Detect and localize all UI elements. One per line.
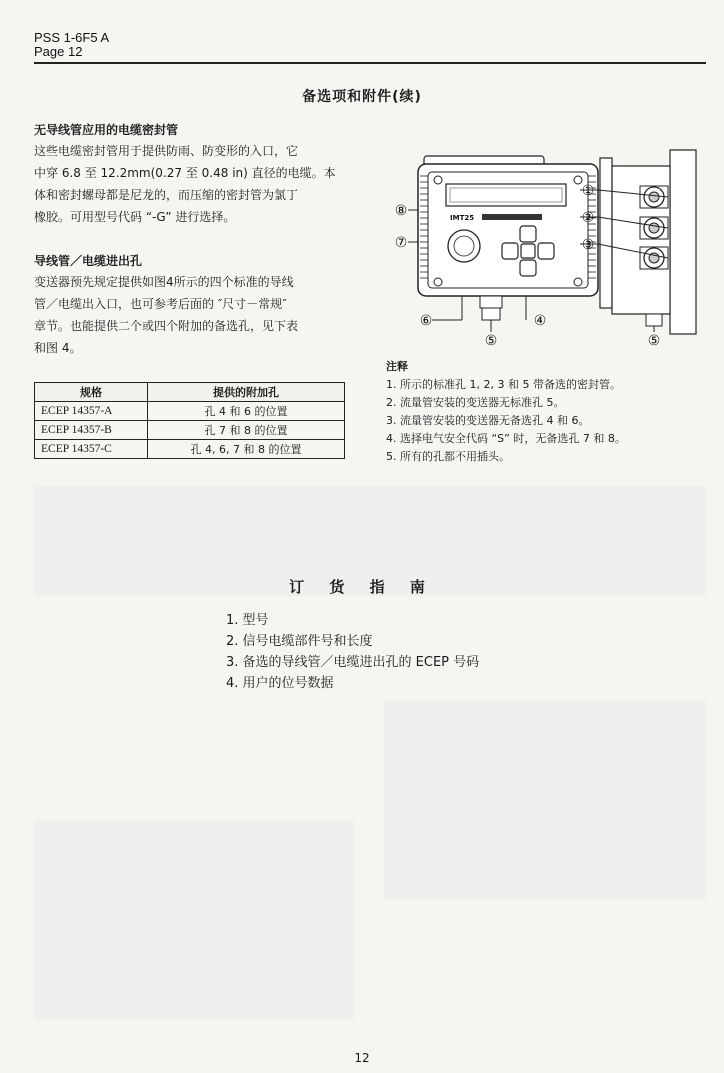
display-window bbox=[446, 184, 566, 206]
text-line: 和图 4。 bbox=[34, 341, 82, 355]
text-line: 这些电缆密封管用于提供防雨、防变形的入口，它 bbox=[34, 144, 299, 158]
device-label: IMT25 bbox=[450, 214, 475, 222]
callout-3: ③ bbox=[581, 237, 595, 253]
side-gland bbox=[646, 314, 662, 326]
list-item: 3. 备选的导线管／电缆进出孔的 ECEP 号码 bbox=[226, 655, 480, 670]
conduit-text bbox=[34, 271, 298, 359]
text-line: 管／电缆出入口，也可参考后面的 ″尺寸－常规″ bbox=[34, 297, 287, 311]
spec-cell: ECEP 14357-A bbox=[35, 402, 148, 421]
dial-icon bbox=[448, 230, 480, 262]
figure-notes bbox=[386, 358, 626, 466]
note-item: 2. 流量管安装的变送器无标准孔 5。 bbox=[386, 396, 565, 409]
doc-id: PSS 1-6F5 A bbox=[34, 30, 110, 45]
text-line: 章节。也能提供二个或四个附加的备选孔，见下表 bbox=[34, 319, 299, 333]
text-line: 体和密封螺母都是尼龙的，而压缩的密封管为氯丁 bbox=[34, 188, 299, 202]
page-label: Page 12 bbox=[34, 44, 83, 59]
side-port bbox=[640, 247, 668, 269]
brand-strip bbox=[482, 214, 542, 220]
callout-4: ④ bbox=[533, 313, 547, 329]
note-item: 1. 所示的标准孔 1, 2, 3 和 5 带备选的密封管。 bbox=[386, 378, 621, 391]
bleed-through bbox=[384, 700, 706, 900]
column-header: 规格 bbox=[35, 383, 148, 402]
cable-gland-icon bbox=[480, 296, 502, 320]
list-item: 2. 信号电缆部件号和长度 bbox=[226, 634, 373, 649]
page-number: 12 bbox=[354, 1051, 370, 1065]
table-row bbox=[35, 440, 345, 459]
list-item: 4. 用户的位号数据 bbox=[226, 676, 334, 691]
callout-1: ① bbox=[581, 183, 595, 199]
text-line: 变送器预先规定提供如图4所示的四个标准的导线 bbox=[34, 275, 294, 289]
screw-icon bbox=[574, 278, 582, 286]
callout-2: ② bbox=[581, 210, 595, 226]
callout-7: ⑦ bbox=[394, 235, 408, 251]
spec-cell: ECEP 14357-C bbox=[35, 440, 148, 459]
callout-5-side: ⑤ bbox=[647, 333, 661, 349]
screw-icon bbox=[434, 278, 442, 286]
note-item: 5. 所有的孔都不用插头。 bbox=[386, 450, 510, 463]
side-flange bbox=[600, 158, 612, 308]
header-rule bbox=[34, 62, 706, 64]
text-line: 橡胶。可用型号代码 “-G” 进行选择。 bbox=[34, 210, 236, 224]
column-header: 提供的附加孔 bbox=[148, 383, 345, 402]
callout-8: ⑧ bbox=[394, 203, 408, 219]
callout-6: ⑥ bbox=[419, 313, 433, 329]
screw-icon bbox=[434, 176, 442, 184]
position-cell: 孔 4, 6, 7 和 8 的位置 bbox=[148, 440, 345, 459]
side-port bbox=[640, 217, 668, 239]
callout-5: ⑤ bbox=[484, 333, 498, 349]
notes-heading: 注释 bbox=[386, 360, 408, 373]
ordering-title: 订 货 指 南 bbox=[289, 578, 435, 596]
transmitter-diagram bbox=[384, 142, 706, 352]
table-row bbox=[35, 402, 345, 421]
note-item: 3. 流量管安装的变送器无备选孔 4 和 6。 bbox=[386, 414, 590, 427]
text-line: 中穿 6.8 至 12.2mm(0.27 至 0.48 in) 直径的电缆。本 bbox=[34, 166, 336, 180]
ordering-list bbox=[226, 610, 479, 694]
list-item: 1. 型号 bbox=[226, 613, 269, 628]
cable-seal-text bbox=[34, 140, 336, 228]
position-cell: 孔 7 和 8 的位置 bbox=[148, 421, 345, 440]
cable-seal-heading: 无导线管应用的电缆密封管 bbox=[34, 123, 179, 137]
options-table bbox=[34, 382, 345, 459]
spec-cell: ECEP 14357-B bbox=[35, 421, 148, 440]
position-cell: 孔 4 和 6 的位置 bbox=[148, 402, 345, 421]
note-item: 4. 选择电气安全代码 “S” 时，无备选孔 7 和 8。 bbox=[386, 432, 626, 445]
table-row bbox=[35, 421, 345, 440]
conduit-heading: 导线管／电缆进出孔 bbox=[34, 254, 143, 268]
table-header-row bbox=[35, 383, 345, 402]
mounting-plate bbox=[670, 150, 696, 334]
bleed-through bbox=[34, 820, 354, 1020]
page-title: 备选项和附件(续) bbox=[302, 89, 422, 105]
